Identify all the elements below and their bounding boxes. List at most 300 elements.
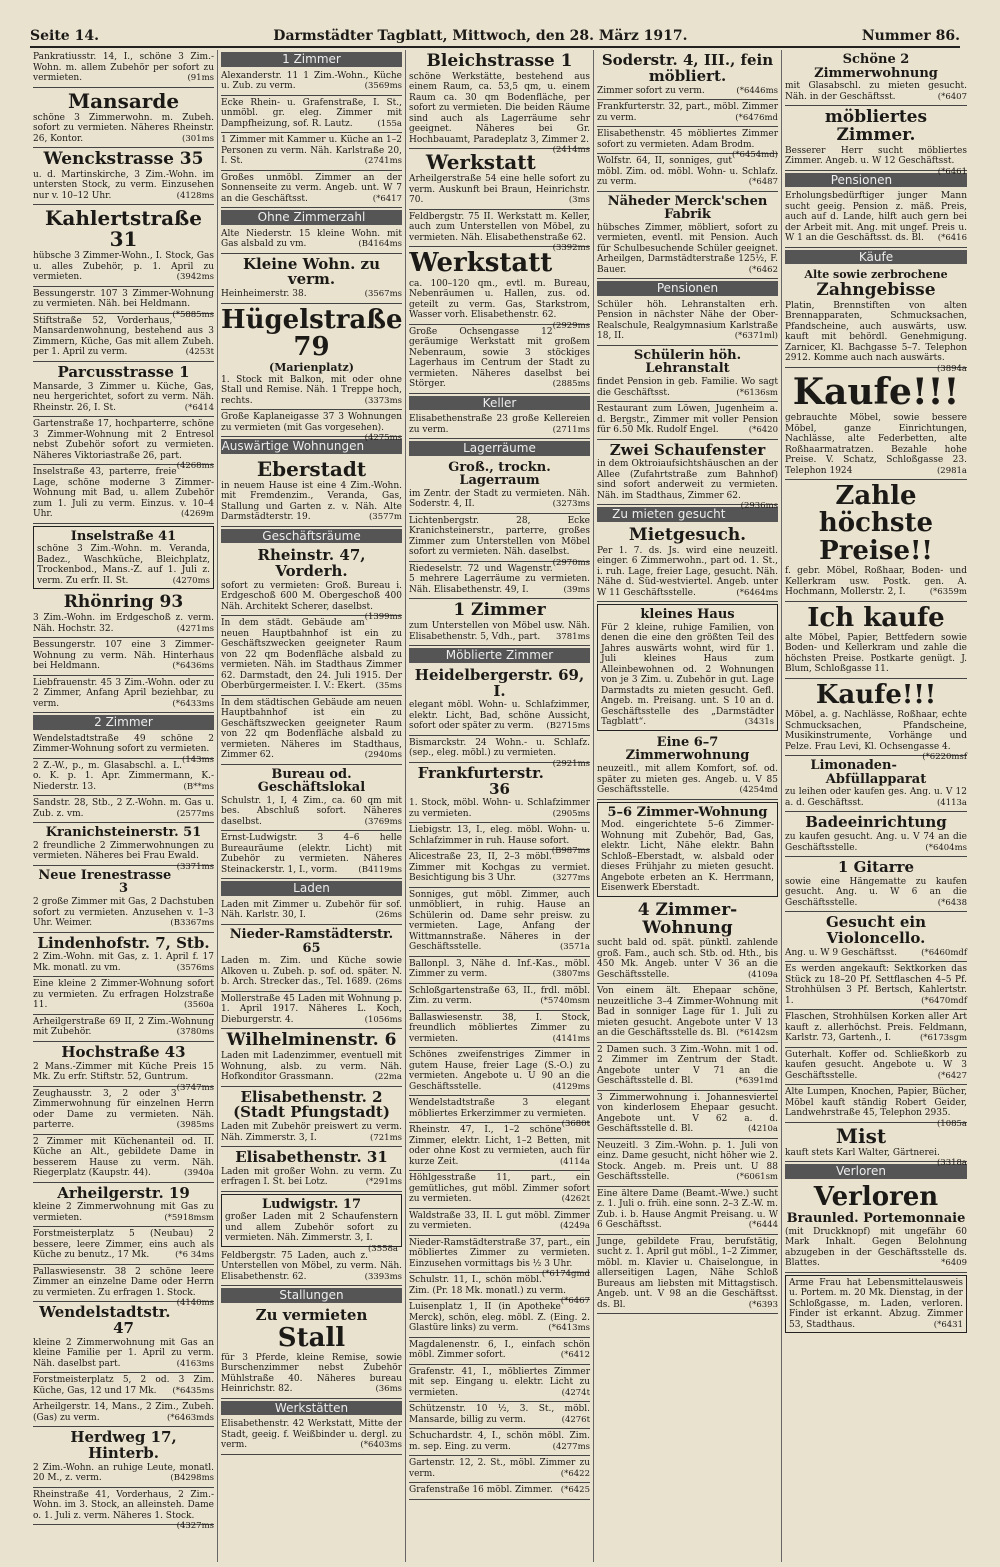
ad-code: (*6061sm bbox=[736, 1172, 778, 1183]
ad-text bbox=[221, 375, 402, 407]
ad-text bbox=[409, 515, 590, 568]
ad-body: Schloßgartenstraße 63, II., frdl. möbl. Zim. zu verm. bbox=[409, 985, 590, 1007]
ad-text bbox=[221, 900, 402, 921]
ad-body: für 3 Pferde, kleine Remise, sowie Burschenzimmer nebst Zubehör Mühlstraße 40. Näheres bureau Heinrichstr. 82. bbox=[221, 1352, 402, 1395]
classified-ad bbox=[409, 1011, 590, 1049]
classified-ad bbox=[33, 866, 214, 933]
classified-ad bbox=[785, 1085, 967, 1129]
ad-text bbox=[409, 489, 590, 510]
ad-text bbox=[409, 1367, 590, 1399]
ad-text bbox=[221, 289, 402, 300]
ad-code: (*6464ms bbox=[736, 587, 778, 598]
ad-text bbox=[409, 174, 590, 206]
ad-text bbox=[597, 156, 778, 188]
ad-text bbox=[221, 1122, 402, 1143]
ad-text bbox=[221, 994, 402, 1026]
ad-code: (*6173sgm bbox=[919, 1033, 967, 1044]
ad-text bbox=[33, 1137, 214, 1179]
classified-ad bbox=[409, 1171, 590, 1209]
ad-code: (2929ms bbox=[552, 320, 590, 331]
ad-headline: Eine 6–7 Zimmerwohnung bbox=[625, 734, 750, 764]
ad-text bbox=[597, 1141, 778, 1183]
category-heading: Werkstätten bbox=[221, 1401, 402, 1416]
ad-body: Feldbergstr. 75 II. Werkstatt m. Keller, auch zum Unterstellen von Möbel, zu vermieten. Näh. Elisabethenstraße 62. bbox=[409, 211, 590, 243]
ad-text bbox=[33, 1489, 214, 1532]
ad-text bbox=[409, 1173, 590, 1205]
ad-code: (*6425 bbox=[560, 1485, 590, 1496]
classified-ad bbox=[409, 736, 590, 769]
ad-code: (2940ms bbox=[364, 750, 402, 761]
ad-body: Feldbergstr. 75 Laden, auch z. Unterstellen von Möbel, zu verm. Näh. Elisabethenstr. 62. bbox=[221, 1250, 402, 1282]
classified-ad bbox=[409, 599, 590, 646]
classified-ad bbox=[33, 148, 214, 205]
ad-text bbox=[409, 327, 590, 390]
ad-text bbox=[785, 964, 967, 1006]
ad-text bbox=[33, 798, 214, 819]
ad-text bbox=[409, 1013, 590, 1045]
ad-code: (*6359m bbox=[929, 587, 967, 598]
classified-ad bbox=[221, 456, 402, 527]
ad-body: Sandstr. 28, Stb., 2 Z.-Wohn. m. Gas u. Zub. z. vm. bbox=[33, 798, 214, 819]
classified-ad bbox=[33, 796, 214, 823]
ad-text bbox=[785, 1012, 967, 1044]
classified-ad bbox=[597, 984, 778, 1043]
ad-code: (*6431 bbox=[933, 1319, 963, 1330]
ad-text bbox=[221, 580, 402, 623]
ad-code: (*6470mdf bbox=[921, 995, 967, 1006]
ad-code: (26ms bbox=[375, 977, 402, 988]
classified-ad bbox=[597, 346, 778, 402]
ad-code: (B3367ms bbox=[170, 918, 214, 928]
ad-text bbox=[221, 481, 402, 523]
classified-ad bbox=[33, 823, 214, 872]
ad-headline: Soderstr. 4, III., fein möbliert. bbox=[601, 51, 774, 85]
ad-code: (4268ms bbox=[176, 461, 214, 472]
classified-ad bbox=[221, 1417, 402, 1455]
classified-ad bbox=[221, 410, 402, 444]
ad-headline: Zwei Schaufenster bbox=[609, 440, 766, 459]
ad-headline: Groß., trockn. Lagerraum bbox=[448, 459, 551, 489]
ad-body: in neuem Hause ist eine 4 Zim.-Wohn. mit Fremdenzim., Veranda, Gas, Stallung und Garten z. v. Näh. Alte Darmstädterstr. 19. bbox=[221, 480, 402, 523]
ad-headline: Ludwigstr. 17 bbox=[261, 1196, 362, 1212]
ad-body: sofort zu vermieten: Groß. Bureau i. Erdgeschoß 600 M. Obergeschoß 400 Näh. Architekt Scherer, daselbst. bbox=[221, 580, 402, 612]
classified-ad bbox=[785, 857, 967, 912]
ad-body: 1 Zimmer mit Kammer u. Küche an 1–2 Personen zu verm. Näh. Karlstraße 20, I. St. bbox=[221, 135, 402, 166]
ad-body: im Zentr. der Stadt zu vermieten. Näh. Soderstr. 4, II. bbox=[409, 488, 590, 510]
classified-ad bbox=[785, 602, 967, 679]
ad-code: (3680t bbox=[561, 1119, 590, 1130]
ad-text bbox=[221, 698, 402, 761]
ad-code: (*6467 bbox=[560, 1296, 590, 1307]
ad-code: (*6427 bbox=[937, 1070, 967, 1081]
ad-body: hübsche 3 Zimmer-Wohn., I. Stock, Gas u. alles Zubehör, p. 1. April zu vermieten. bbox=[33, 251, 214, 283]
classified-ad bbox=[221, 1147, 402, 1192]
ad-text bbox=[785, 633, 967, 675]
ad-text bbox=[409, 1050, 590, 1092]
ad-code: (*6412 bbox=[560, 1350, 590, 1361]
ad-text bbox=[37, 544, 210, 586]
ad-text bbox=[597, 86, 778, 97]
ad-text bbox=[785, 413, 967, 476]
classified-ad bbox=[409, 514, 590, 568]
classified-ad bbox=[409, 665, 590, 736]
ad-code: (2577ms bbox=[176, 808, 214, 819]
ad-code: (*6417 bbox=[372, 193, 402, 204]
classified-ad bbox=[409, 888, 590, 957]
ad-code: (*5918msm bbox=[164, 1212, 214, 1223]
ad-body: Per 1. 7. ds. Js. wird eine neuzeitl. einger. 6 Zimmerwohn., part od. 1. St., i. ruh. Lage, freier Lage, gesucht. Näh. Nähe d. Süd-westviertel. Angeb. unter W 11 Geschäftsstelle. bbox=[597, 545, 778, 598]
classified-ad bbox=[221, 254, 402, 304]
ad-headline: Werkstatt bbox=[409, 248, 553, 279]
ad-body: Ernst-Ludwigstr. 3 4–6 helle Bureauräume (elektr. Licht) mit Zubehör zu vermieten. Näheres Steinackerstr. 1, I., vorm. bbox=[221, 833, 402, 875]
classified-ad bbox=[785, 679, 967, 763]
ad-code: (4114a bbox=[559, 1156, 590, 1167]
ad-text bbox=[33, 1375, 214, 1396]
ad-body: Heinheimerstr. 38. bbox=[221, 289, 307, 299]
ad-code: (2936ms bbox=[740, 501, 778, 512]
ad-body: Grafenstraße 16 möbl. Zimmer. bbox=[409, 1485, 553, 1496]
ad-headline: Schöne 2 Zimmerwohnung bbox=[814, 52, 938, 81]
ad-code: (*6422 bbox=[560, 1468, 590, 1479]
ad-headline: kleines Haus bbox=[640, 607, 735, 623]
classified-ad bbox=[785, 189, 967, 248]
ad-body: 3 Zimmerwohnung i. Johannesviertel von kinderlosem Ehepaar gesucht. Angebote unt. V 62 a. d. Geschäftsstelle d. Bl. bbox=[597, 1092, 778, 1135]
ad-body: Liebigstr. 13, I., eleg. möbl. Wohn- u. Schlafzimmer in ruh. Hause sofort. bbox=[409, 825, 590, 846]
ad-code: (3747ms bbox=[176, 1082, 214, 1093]
classified-ad bbox=[221, 1029, 402, 1086]
classified-ad bbox=[597, 524, 778, 602]
ad-text bbox=[33, 1338, 214, 1370]
ad-body: in dem Oktroiaufsichtshäuschen an der Allee (Zufahrtstraße zum Bahnhof) sind sofort anderweit zu vermieten. Näh. im Stadthaus, Zimmer 62. bbox=[597, 459, 778, 501]
ad-headline: Mansarde bbox=[67, 88, 180, 113]
ad-body: Frankfurterstr. 32, part., möbl. Zimmer zu verm. bbox=[597, 102, 778, 123]
ad-body: 1. Stock mit Balkon, mit oder ohne Stall und Remise. Näh. 1 Treppe hoch, rechts. bbox=[221, 374, 402, 406]
ad-text bbox=[597, 129, 778, 160]
ad-code: (*6436ms bbox=[172, 661, 214, 672]
ad-code: (3ms bbox=[568, 195, 590, 206]
ad-headline: möbliertes Zimmer. bbox=[824, 107, 928, 146]
category-heading: Zu mieten gesucht bbox=[597, 507, 778, 522]
ad-code: (3985ms bbox=[176, 1120, 214, 1130]
category-heading: Keller bbox=[409, 396, 590, 411]
ad-headline: Parcusstrasse 1 bbox=[57, 362, 190, 381]
ad-body: Flaschen, Strohhülsen Korken aller Art kauft z. allerhöchst. Preis. Feldmann, Karlstr. 73, Gartenh., I. bbox=[785, 1012, 967, 1044]
ad-code: (35ms bbox=[375, 681, 402, 692]
classified-ad bbox=[409, 1365, 590, 1403]
ad-body: hübsches Zimmer, möbliert, sofort zu vermieten, eventl. mit Pension. Auch für Schulbesuchende Schüler geeignet. Arheilgen, Darmstädterstraße 125½, F. Bauer. bbox=[597, 222, 778, 275]
ad-text bbox=[409, 1485, 590, 1496]
classified-ad bbox=[33, 676, 214, 714]
classified-ad bbox=[597, 192, 778, 280]
classified-ad bbox=[785, 912, 967, 962]
ad-body: Liebfrauenstr. 45 3 Zim.-Wohn. oder zu 2 Zimmer, Anfang April beziehbar, zu verm. bbox=[33, 677, 214, 709]
ad-text bbox=[409, 1431, 590, 1452]
ad-text bbox=[221, 135, 402, 167]
ad-code: (*5740msm bbox=[540, 996, 590, 1007]
ad-text bbox=[33, 52, 214, 84]
ad-headline: 5–6 Zimmer-Wohnung bbox=[607, 804, 768, 820]
ad-headline: Rheinstr. 47, Vorderh. bbox=[257, 546, 366, 580]
ad-text bbox=[597, 1045, 778, 1087]
ad-text bbox=[789, 1278, 963, 1331]
ad-body: Inselstraße 43, parterre, freie Lage, schöne moderne 3 Zimmer-Wohnung mit Bad, u. allem Zubehör zum 1. Juli zu verm. Einzus. v. 10–4 Uhr. bbox=[33, 467, 214, 520]
ad-text bbox=[409, 1237, 590, 1280]
ad-code: (B**ms bbox=[183, 781, 214, 792]
ad-text bbox=[597, 546, 778, 599]
ad-text bbox=[221, 173, 402, 205]
ad-body: findet Pension in geb. Familie. Wo sagt die Geschäftsst. bbox=[597, 377, 778, 398]
classified-ad bbox=[785, 962, 967, 1010]
ad-text bbox=[221, 98, 402, 130]
ad-text bbox=[785, 787, 967, 808]
ad-code: (155a bbox=[377, 118, 402, 129]
classified-ad bbox=[409, 1402, 590, 1429]
ad-text bbox=[33, 1017, 214, 1038]
ad-text bbox=[785, 1050, 967, 1082]
issue-number: Nummer 86. bbox=[861, 28, 960, 44]
classified-ad bbox=[409, 1209, 590, 1236]
ad-body: Arme Frau hat Lebensmittelausweis u. Portem. m. 20 Mk. Dienstag, in der Schloßgasse, m. Laden, verloren. Finder ist erkannt. Abzug. Zimmer 53, Stadthaus. bbox=[789, 1277, 963, 1330]
ad-headline: Rhönring 93 bbox=[63, 592, 184, 613]
classified-ad bbox=[785, 1048, 967, 1086]
ad-code: (*6371ml) bbox=[734, 331, 778, 342]
ad-text bbox=[409, 986, 590, 1007]
ad-code: (*6420 bbox=[748, 425, 778, 436]
ad-body: Zimmer sofort zu verm. bbox=[597, 85, 705, 96]
ad-body: Zeughausstr. 3, 2 oder 3 Zimmerwohnung für einzelnen Herrn oder Dame zu vermieten. Näh. parterre. bbox=[33, 1088, 214, 1130]
ad-text bbox=[225, 1212, 398, 1254]
classified-ad bbox=[597, 402, 778, 440]
classified-ad bbox=[785, 106, 967, 177]
ad-headline: Schülerin höh. Lehranstalt bbox=[633, 347, 742, 377]
ad-text bbox=[601, 623, 774, 728]
ad-body: sucht bald od. spät. pünktl. zahlende groß. Fam., auch sch. Stb. od. Hth., bis 450 Mk. Angeb. unter V 36 an die Geschäftsstelle. bbox=[597, 938, 778, 980]
category-heading: Pensionen bbox=[597, 281, 778, 296]
ad-headline: Eberstadt bbox=[256, 456, 367, 481]
ad-headline: Wilhelminenstr. 6 bbox=[226, 1030, 397, 1051]
classified-ad bbox=[597, 1187, 778, 1235]
ad-headline: Wendelstadtstr. 47 bbox=[39, 1303, 171, 1337]
ad-code: (*6460mdf bbox=[921, 947, 967, 958]
ad-text bbox=[33, 113, 214, 145]
ad-body: Alexanderstr. 11 1 Zim.-Wohn., Küche u. Zub. zu verm. bbox=[221, 70, 402, 91]
classified-ad bbox=[785, 812, 967, 857]
ad-text bbox=[785, 710, 967, 763]
ad-code: (*5885ms bbox=[172, 309, 214, 320]
ad-code: (2905ms bbox=[552, 808, 590, 819]
ad-code: (1056ms bbox=[364, 1014, 402, 1025]
ad-code: (143ms bbox=[182, 754, 214, 765]
ad-body: Lichtenbergstr. 28, Ecke Kranichsteinerstr., parterre, großes Zimmer zum Unterstellen von Möbel sofort zu vermieten. Näh. daselbst. bbox=[409, 515, 590, 558]
ad-columns bbox=[30, 50, 970, 1562]
ad-body: Schüler höh. Lehranstalten erh. Pension in nächster Nähe der Ober-Realschule, Realgymnasium Karlstraße 18, II. bbox=[597, 299, 778, 342]
classified-ad bbox=[597, 1043, 778, 1091]
ad-text bbox=[409, 959, 590, 980]
classified-ad bbox=[33, 1400, 214, 1427]
classified-ad bbox=[33, 88, 214, 149]
ad-text bbox=[409, 890, 590, 953]
ad-text bbox=[597, 1189, 778, 1231]
classified-ad bbox=[597, 1139, 778, 1187]
ad-body: Ecke Rhein- u. Grafenstraße, I. St., unmöbl. gr. eleg. Zimmer mit Dampfheizung, sof. R. Lautz. bbox=[221, 97, 402, 129]
ad-text bbox=[221, 412, 402, 444]
ad-body: zu kaufen gesucht. Ang. u. V 74 an die Geschäftsstelle. bbox=[785, 832, 967, 853]
category-heading: Stallungen bbox=[221, 1288, 402, 1303]
ad-body: Elisabethenstraße 23 große Kellereien zu verm. bbox=[409, 414, 590, 435]
ad-code: (3567ms bbox=[364, 289, 402, 299]
ad-code: (4163ms bbox=[176, 1358, 214, 1369]
ad-code: (3277ms bbox=[552, 873, 590, 884]
ad-body: zum Unterstellen von Möbel usw. Näh. Elisabethenstr. 5, Vdh., part. bbox=[409, 621, 590, 642]
ad-text bbox=[33, 1061, 214, 1093]
ad-text bbox=[409, 1458, 590, 1479]
classified-ad bbox=[409, 1456, 590, 1483]
ad-body: Arheilgerstraße 69 II, 2 Zim.-Wohnung mit Zubehör. bbox=[33, 1016, 214, 1038]
ad-body: 1. Stock, möbl. Wohn- u. Schlafzimmer zu vermieten. bbox=[409, 798, 590, 819]
ad-code: (3807ms bbox=[552, 969, 590, 980]
ad-code: (3940a bbox=[183, 1168, 214, 1178]
ad-code: (3569ms bbox=[364, 81, 402, 91]
category-heading: Käufe bbox=[785, 250, 967, 265]
ad-body: Junge, gebildete Frau, berufstätig, sucht z. 1. April gut möbl., 1–2 Zimmer, möbl. m. Klavier u. Chaiselongue, in allerseitigen Lagen, Nähe Schloß Bureaus am liebsten mit Mittagstisch. Angeb. unt. V 98 an die Geschäftsst. ds. Bl. bbox=[597, 1236, 778, 1310]
classified-ad bbox=[785, 266, 967, 374]
ad-text bbox=[33, 897, 214, 929]
ad-body: Ballaswiesenstr. 38, I. Stock, freundlich möbliertes Zimmer zu vermieten. bbox=[409, 1012, 590, 1044]
ad-body: Magdalenenstr. 6, I., einfach schön möbl. Zimmer sofort. bbox=[409, 1339, 590, 1361]
ad-text bbox=[33, 1266, 214, 1309]
ad-body: Grafenstr. 41, I., möbliertes Zimmer mit sep. Eingang u. elektr. Licht zu vermieten. bbox=[409, 1366, 590, 1398]
ad-subheadline: Braunled. Portemonnaie bbox=[786, 1211, 966, 1227]
classified-ad bbox=[785, 368, 967, 480]
ad-code: (3942ms bbox=[176, 272, 214, 283]
ad-code: (B4164ms bbox=[358, 239, 402, 249]
ad-body: Luisenplatz 1, II (in Apotheke Merck), schön, eleg. möbl. Z. (Eing. 2. Glastüre links) zu verm. bbox=[409, 1302, 590, 1334]
boxed-ad bbox=[33, 526, 214, 590]
ad-text bbox=[597, 1237, 778, 1311]
ad-headline: Neue Irenestrasse 3 bbox=[38, 867, 172, 897]
ad-code: (3577m bbox=[368, 512, 402, 523]
ad-headline: Verloren bbox=[813, 1181, 939, 1212]
ad-code: (2981a bbox=[936, 465, 967, 476]
ad-code: (4109a bbox=[747, 969, 778, 980]
ad-code: (*6391md bbox=[735, 1076, 778, 1087]
ad-text bbox=[33, 678, 214, 710]
ad-code: (3371ms bbox=[176, 861, 214, 872]
classified-ad bbox=[409, 1048, 590, 1096]
ad-code: (3576ms bbox=[176, 962, 214, 973]
ad-text bbox=[409, 825, 590, 857]
ad-text bbox=[33, 1202, 214, 1223]
ad-body: 2 Zim.-Wohn. an ruhige Leute, monatl. 20 M., z. verm. bbox=[33, 1462, 214, 1484]
ad-text bbox=[33, 467, 214, 520]
ad-body: Bessungerstr. 107 3 Zimmer-Wohnung zu vermieten. Näh. bei Heldmann. bbox=[33, 288, 214, 310]
ad-code: (4140ms bbox=[176, 1298, 214, 1309]
ad-body: Nieder-Ramstädterstraße 37, part., ein möbliertes Zimmer zu vermieten. Einzusehen vormittags bis ½ 3 Uhr. bbox=[409, 1237, 590, 1269]
ad-text bbox=[785, 566, 967, 598]
classified-ad bbox=[409, 984, 590, 1011]
ad-code: (*6463mds bbox=[166, 1412, 214, 1423]
ad-text bbox=[221, 796, 402, 828]
classified-ad bbox=[33, 1302, 214, 1373]
classified-ad bbox=[597, 127, 778, 160]
ad-column-4 bbox=[594, 50, 782, 1562]
classified-ad bbox=[597, 1091, 778, 1139]
ad-headline: Werkstatt bbox=[425, 150, 536, 175]
ad-headline: 1 Gitarre bbox=[837, 858, 915, 877]
ad-code: (2414ms bbox=[552, 145, 590, 156]
ad-code: (*6444 bbox=[748, 1220, 778, 1231]
classified-ad bbox=[33, 465, 214, 524]
boxed-ad bbox=[597, 802, 778, 897]
classified-ad bbox=[409, 1338, 590, 1365]
ad-code: (*291ms bbox=[365, 1177, 402, 1188]
ad-headline: Kranichsteinerstr. 51 bbox=[45, 825, 202, 841]
ad-headline: Wenckstrasse 35 bbox=[43, 149, 204, 169]
ad-body: alte Möbel, Papier, Bettfedern sowie Boden- und Kellerkram und zahle die höchsten Preise. Postkarte genügt. J. Blum, Schloßgasse 11. bbox=[785, 632, 967, 675]
ad-code: (4277ms bbox=[552, 1441, 590, 1452]
ad-code: (3392ms bbox=[552, 243, 590, 254]
ad-body: großer Laden mit 2 Schaufenstern und allem Zubehör sofort zu vermieten. Näh. Zimmerstr. 3, I. bbox=[225, 1212, 398, 1244]
classified-ad bbox=[221, 925, 402, 992]
ad-body: Eine ältere Dame (Beamt.-Wwe.) sucht z. 1. Juli o. früh. eine sonn. 2–3 Z.-W. m. Zub. i. b. Hause Angmit Preisang. u. W 6 Geschäftsst. bbox=[597, 1188, 778, 1231]
ad-code: (4249a bbox=[559, 1221, 590, 1232]
ad-code: (*6142sm bbox=[736, 1028, 778, 1039]
ad-text bbox=[601, 820, 774, 894]
ad-body: 2 Mans.-Zimmer mit Küche Preis 15 Mk. Zu erfr. Stiftstr. 52, Guntrum. bbox=[33, 1061, 214, 1082]
ad-subheadline: Alte sowie zerbrochene bbox=[804, 268, 948, 282]
ad-text bbox=[409, 211, 590, 254]
ad-code: (22ma bbox=[374, 1072, 402, 1083]
ad-body: neuzeitl., mit allem Komfort, sof. od. später zu mieten ges. Angeb. u. V 85 Geschäftsstelle. bbox=[597, 764, 778, 796]
ad-text bbox=[785, 832, 967, 853]
ad-text bbox=[785, 1147, 967, 1169]
classified-ad bbox=[33, 638, 214, 676]
ad-body: ca. 100–120 qm., evtl. m. Bureau, Nebenräumen u. Hallen, zus. od. geteilt zu verm. Gas, Starkstrom, Wasser vorh. Elisabethenstr. 62. bbox=[409, 278, 590, 321]
ad-text bbox=[785, 191, 967, 244]
ad-code: (*6 34ms bbox=[175, 1250, 214, 1261]
classified-ad bbox=[221, 545, 402, 623]
classified-ad bbox=[221, 227, 402, 254]
ad-text bbox=[785, 1227, 967, 1269]
ad-text bbox=[33, 1229, 214, 1261]
classified-ad bbox=[409, 149, 590, 210]
ad-text bbox=[221, 956, 402, 988]
classified-ad bbox=[597, 50, 778, 100]
ad-text bbox=[597, 377, 778, 398]
ad-text bbox=[597, 986, 778, 1039]
ad-body: Arheilgerstraße 54 eine helle sofort zu verm. Auskunft bei Braun, Heinrichstr. 70. bbox=[409, 174, 590, 206]
ad-code: (4271ms bbox=[176, 623, 214, 634]
ad-headline: Bleichstrasse 1 bbox=[426, 51, 573, 71]
ad-code: (4327ms bbox=[176, 1521, 214, 1532]
ad-code: (*6461 bbox=[937, 166, 967, 177]
ad-code: (2711ms bbox=[552, 424, 590, 435]
ad-code: (*6487 bbox=[748, 177, 778, 187]
boxed-ad bbox=[597, 604, 778, 731]
ad-text bbox=[785, 145, 967, 177]
ad-body: Elisabethenstr. 42 Werkstatt, Mitte der Stadt, geeig. f. Weißbinder u. dergl. zu verm. bbox=[221, 1419, 402, 1451]
ad-code: *6409 bbox=[941, 1258, 967, 1269]
ad-body: zu leihen oder kaufen ges. Ang. u. V 12 a. d. Geschäftsst. bbox=[785, 787, 967, 808]
classified-ad bbox=[597, 440, 778, 512]
ad-code: (3894a bbox=[936, 363, 967, 374]
classified-ad bbox=[33, 1015, 214, 1042]
ad-code: (*6433ms bbox=[172, 698, 214, 709]
ad-body: kauft stets Karl Walter, Gärtnerei. bbox=[785, 1147, 940, 1158]
ad-headline: Kahlertstraße 31 bbox=[45, 206, 202, 252]
ad-text bbox=[785, 300, 967, 374]
ad-column-5 bbox=[782, 50, 970, 1562]
